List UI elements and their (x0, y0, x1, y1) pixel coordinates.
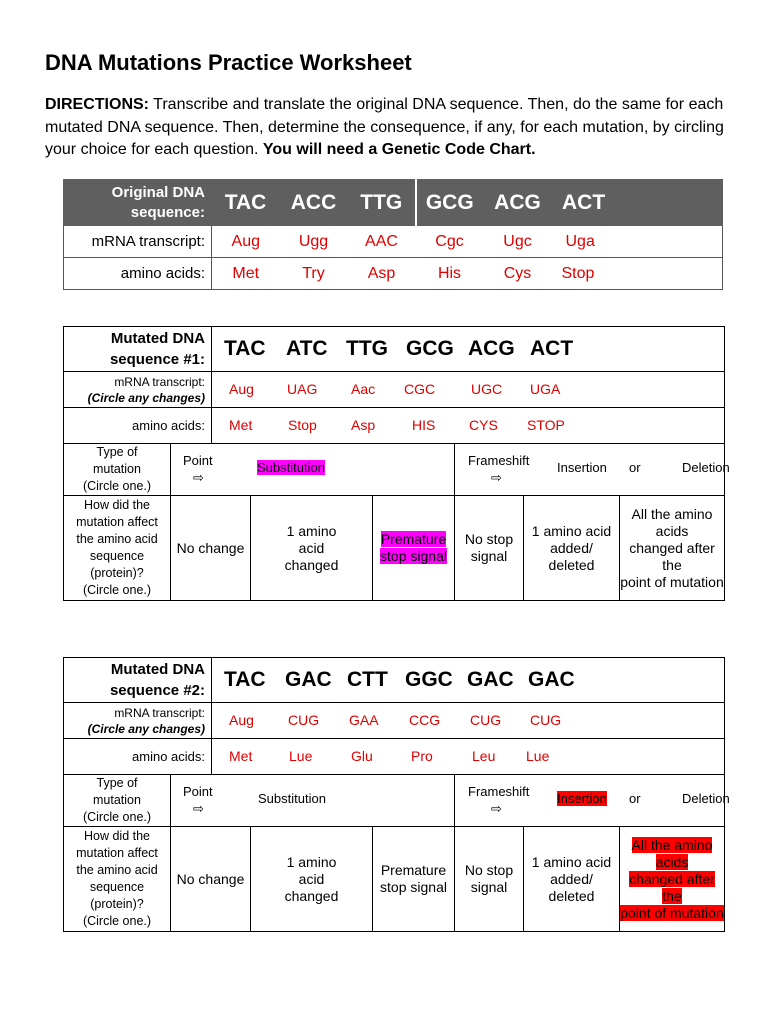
original-codon: TTG (348, 180, 416, 226)
mutated2-deletion-option[interactable]: Deletion (682, 791, 730, 806)
mutated1-mrna-label: mRNA transcript: (Circle any changes) (64, 372, 212, 408)
mutated2-aa-value: Leu (472, 747, 496, 764)
mutated1-aa-label: amino acids: (64, 408, 212, 444)
mutated2-aa-value: Lue (526, 747, 550, 764)
mutated1-or-text: or (629, 460, 641, 475)
mutated1-codon: ATC (286, 337, 328, 360)
mutated1-mrna-value: UGA (530, 380, 561, 397)
mutated2-label: Mutated DNA sequence #2: (64, 658, 212, 703)
mutated2-point-option[interactable]: Point ⇨ (183, 784, 213, 816)
mutated1-effect-label: How did the mutation affect the amino acid sequence (protein)? (Circle one.) (64, 496, 171, 601)
mutated1-codon: GCG (406, 337, 454, 360)
mutated1-aa-value: Stop (288, 416, 317, 433)
directions (45, 94, 735, 162)
original-codon: ACG (484, 180, 552, 226)
arrow-right-icon: ⇨ (491, 801, 502, 816)
original-sequence-table (63, 179, 723, 290)
mutated-sequence-2-table (63, 657, 730, 932)
original-codon: GCG (416, 180, 484, 226)
page-title: DNA Mutations Practice Worksheet (45, 50, 412, 75)
original-mrna-value: Ugc (484, 226, 552, 258)
original-aa-value: His (416, 258, 484, 290)
mutated1-substitution-option[interactable]: Substitution (257, 460, 325, 475)
mutated1-frameshift-option[interactable]: Frameshift ⇨ (468, 453, 530, 485)
directions-text: Transcribe and translate the original DNA sequence. Then, do the same for each mutated DNA sequence. Then, determine the consequence, if any, for each mutation, by circling your choice for each question. (45, 96, 724, 158)
mutated2-mrna-value: GAA (349, 711, 379, 728)
original-aa-value: Met (212, 258, 280, 290)
mutated2-effect-label: How did the mutation affect the amino acid sequence (protein)? (Circle one.) (64, 827, 171, 932)
mutated2-substitution-option[interactable]: Substitution (258, 791, 326, 806)
directions-label: DIRECTIONS: (45, 96, 149, 113)
mutated2-aa-row (212, 739, 725, 775)
mutated2-codon: GAC (467, 668, 514, 691)
mutated1-opt-no-stop[interactable]: No stop signal (455, 496, 524, 601)
original-codon: ACT (552, 180, 723, 226)
mutated2-mrna-value: CUG (470, 711, 502, 728)
mutated1-mrna-value: CGC (404, 380, 436, 397)
original-aa-value: Stop (552, 258, 723, 290)
mutated1-codon: TAC (224, 337, 266, 360)
directions-emphasis: You will need a Genetic Code Chart. (262, 141, 536, 158)
mutated2-frameshift-option[interactable]: Frameshift ⇨ (468, 784, 530, 816)
mutated1-opt-added[interactable]: 1 amino acid added/ deleted (524, 496, 620, 601)
mutated1-mrna-value: Aug (229, 380, 254, 397)
original-aa-value: Asp (348, 258, 416, 290)
mutated2-opt-no-stop[interactable]: No stop signal (455, 827, 524, 932)
original-codon: ACC (280, 180, 348, 226)
mutated2-aa-label: amino acids: (64, 739, 212, 775)
mutated1-type-frameshift-cell (455, 444, 730, 496)
mutated1-aa-value: Asp (351, 416, 376, 433)
mutated2-aa-value: Glu (351, 747, 373, 764)
mutated1-opt-one-aa[interactable]: 1 amino acid changed (251, 496, 373, 601)
mutated-sequence-1-table (63, 326, 730, 601)
mutated2-type-label: Type of mutation (Circle one.) (64, 775, 171, 827)
mutated1-opt-all[interactable]: All the amino acids changed after the point of mutation (620, 496, 725, 601)
original-mrna-value: Uga (552, 226, 723, 258)
mutated2-codon: TAC (224, 668, 266, 691)
original-dna-label: Original DNA sequence: (64, 180, 212, 226)
original-mrna-value: AAC (348, 226, 416, 258)
mutated2-mrna-row (212, 703, 725, 739)
mutated2-type-point-cell (171, 775, 455, 827)
mutated1-aa-value: CYS (469, 416, 498, 433)
mutated1-aa-value: STOP (527, 416, 565, 433)
mutated2-opt-added[interactable]: 1 amino acid added/ deleted (524, 827, 620, 932)
original-mrna-value: Ugg (280, 226, 348, 258)
arrow-right-icon: ⇨ (193, 801, 204, 816)
mutated2-mrna-value: CUG (530, 711, 562, 728)
mutated1-mrna-value: Aac (351, 380, 376, 397)
mutated2-codon: CTT (347, 668, 388, 691)
arrow-right-icon: ⇨ (491, 470, 502, 485)
mutated2-codon: GGC (405, 668, 453, 691)
mutated1-mrna-row (212, 372, 725, 408)
mutated2-opt-all[interactable]: All the amino acids changed after the point of mutation (620, 827, 725, 932)
mutated2-opt-premature[interactable]: Premature stop signal (373, 827, 455, 932)
mutated1-mrna-value: UGC (471, 380, 503, 397)
original-mrna-value: Cgc (416, 226, 484, 258)
mutated2-aa-value: Met (229, 747, 253, 764)
mutated2-insertion-option[interactable]: Insertion (557, 791, 607, 806)
mutated1-insertion-option[interactable]: Insertion (557, 460, 607, 475)
mutated1-codon: TTG (346, 337, 388, 360)
arrow-right-icon: ⇨ (193, 470, 204, 485)
mutated1-mrna-value: UAG (287, 380, 318, 397)
mutated1-aa-row (212, 408, 725, 444)
mutated1-type-point-cell (171, 444, 455, 496)
mutated2-or-text: or (629, 791, 641, 806)
mutated1-opt-premature[interactable]: Premature stop signal (373, 496, 455, 601)
mutated1-point-option[interactable]: Point ⇨ (183, 453, 213, 485)
mutated2-codon: GAC (285, 668, 332, 691)
mutated2-codons (212, 658, 725, 703)
mutated2-type-frameshift-cell (455, 775, 730, 827)
mutated2-aa-value: Lue (289, 747, 313, 764)
mutated1-opt-no-change[interactable]: No change (171, 496, 251, 601)
mutated2-opt-one-aa[interactable]: 1 amino acid changed (251, 827, 373, 932)
mutated1-label: Mutated DNA sequence #1: (64, 327, 212, 372)
mutated1-codon: ACT (530, 337, 574, 360)
original-mrna-label: mRNA transcript: (64, 226, 212, 258)
mutated1-aa-value: Met (229, 416, 253, 433)
original-mrna-value: Aug (212, 226, 280, 258)
mutated2-mrna-label: mRNA transcript: (Circle any changes) (64, 703, 212, 739)
mutated2-mrna-value: CCG (409, 711, 441, 728)
mutated2-mrna-value: Aug (229, 711, 254, 728)
mutated1-aa-value: HIS (412, 416, 436, 433)
mutated2-aa-value: Pro (411, 747, 433, 764)
mutated2-mrna-value: CUG (288, 711, 320, 728)
original-aa-value: Try (280, 258, 348, 290)
mutated1-codon: ACG (468, 337, 515, 360)
original-codon: TAC (212, 180, 280, 226)
mutated2-opt-no-change[interactable]: No change (171, 827, 251, 932)
mutated1-type-label: Type of mutation (Circle one.) (64, 444, 171, 496)
original-aa-label: amino acids: (64, 258, 212, 290)
mutated1-codons (212, 327, 725, 372)
original-aa-value: Cys (484, 258, 552, 290)
mutated2-codon: GAC (528, 668, 575, 691)
mutated1-deletion-option[interactable]: Deletion (682, 460, 730, 475)
